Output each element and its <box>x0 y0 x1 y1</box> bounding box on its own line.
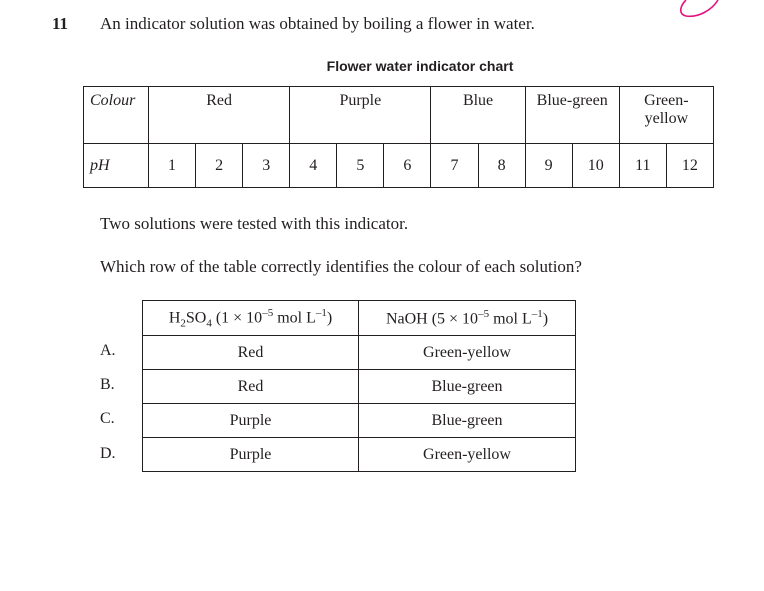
indicator-chart-table <box>83 86 714 188</box>
colour-row <box>84 87 714 144</box>
ph-cell: 12 <box>666 144 713 188</box>
options-header-row <box>143 301 576 336</box>
colour-green-yellow <box>619 87 713 144</box>
option-row-c <box>143 404 576 438</box>
ph-cell: 10 <box>572 144 619 188</box>
option-letter-a: A. <box>100 342 116 359</box>
ph-cell: 3 <box>243 144 290 188</box>
option-c-base: Blue-green <box>359 404 576 438</box>
base-column-header: NaOH ($5 \times 10^{-5}$ mol $L^{-1}$) <box>359 301 576 336</box>
option-d-base: Green-yellow <box>359 438 576 472</box>
ph-cell: 5 <box>337 144 384 188</box>
option-b-acid: Red <box>143 370 359 404</box>
question-text: An indicator solution was obtained by boiling a flower in water. <box>100 14 535 33</box>
chart-title: Flower water indicator chart <box>326 58 514 74</box>
ph-cell: 9 <box>525 144 572 188</box>
colour-green-part: Green- <box>644 92 689 109</box>
options-table <box>142 300 576 472</box>
ph-cell: 1 <box>149 144 196 188</box>
option-letter-c: C. <box>100 410 115 427</box>
colour-red: Red <box>149 87 290 144</box>
colour-blue-green: Blue-green <box>525 87 619 144</box>
option-c-acid: Purple <box>143 404 359 438</box>
ph-cell: 4 <box>290 144 337 188</box>
ph-label: pH <box>84 144 149 188</box>
instruction-line-1: Two solutions were tested with this indicator. <box>100 214 409 233</box>
ph-cell: 8 <box>478 144 525 188</box>
question-number: 11 <box>52 14 69 33</box>
ph-row <box>84 144 714 188</box>
option-a-acid: Red <box>143 336 359 370</box>
option-row-d <box>143 438 576 472</box>
option-a-base: Green-yellow <box>359 336 576 370</box>
ph-cell: 2 <box>196 144 243 188</box>
option-d-acid: Purple <box>143 438 359 472</box>
option-letter-b: B. <box>100 376 115 393</box>
colour-purple: Purple <box>290 87 431 144</box>
pen-mark <box>672 0 764 24</box>
ph-cell: 11 <box>619 144 666 188</box>
colour-blue: Blue <box>431 87 525 144</box>
option-row-a <box>143 336 576 370</box>
option-b-base: Blue-green <box>359 370 576 404</box>
colour-yellow-part: yellow <box>644 110 689 127</box>
instruction-line-2: Which row of the table correctly identifies the colour of each solution? <box>100 257 582 276</box>
acid-column-header: $H_2SO_4$ ($1 \times 10^{-5}$ mol $L^{-1}$) <box>143 301 359 336</box>
ph-cell: 6 <box>384 144 431 188</box>
option-row-b <box>143 370 576 404</box>
option-letter-d: D. <box>100 445 116 462</box>
colour-label: Colour <box>84 87 149 144</box>
ph-cell: 7 <box>431 144 478 188</box>
